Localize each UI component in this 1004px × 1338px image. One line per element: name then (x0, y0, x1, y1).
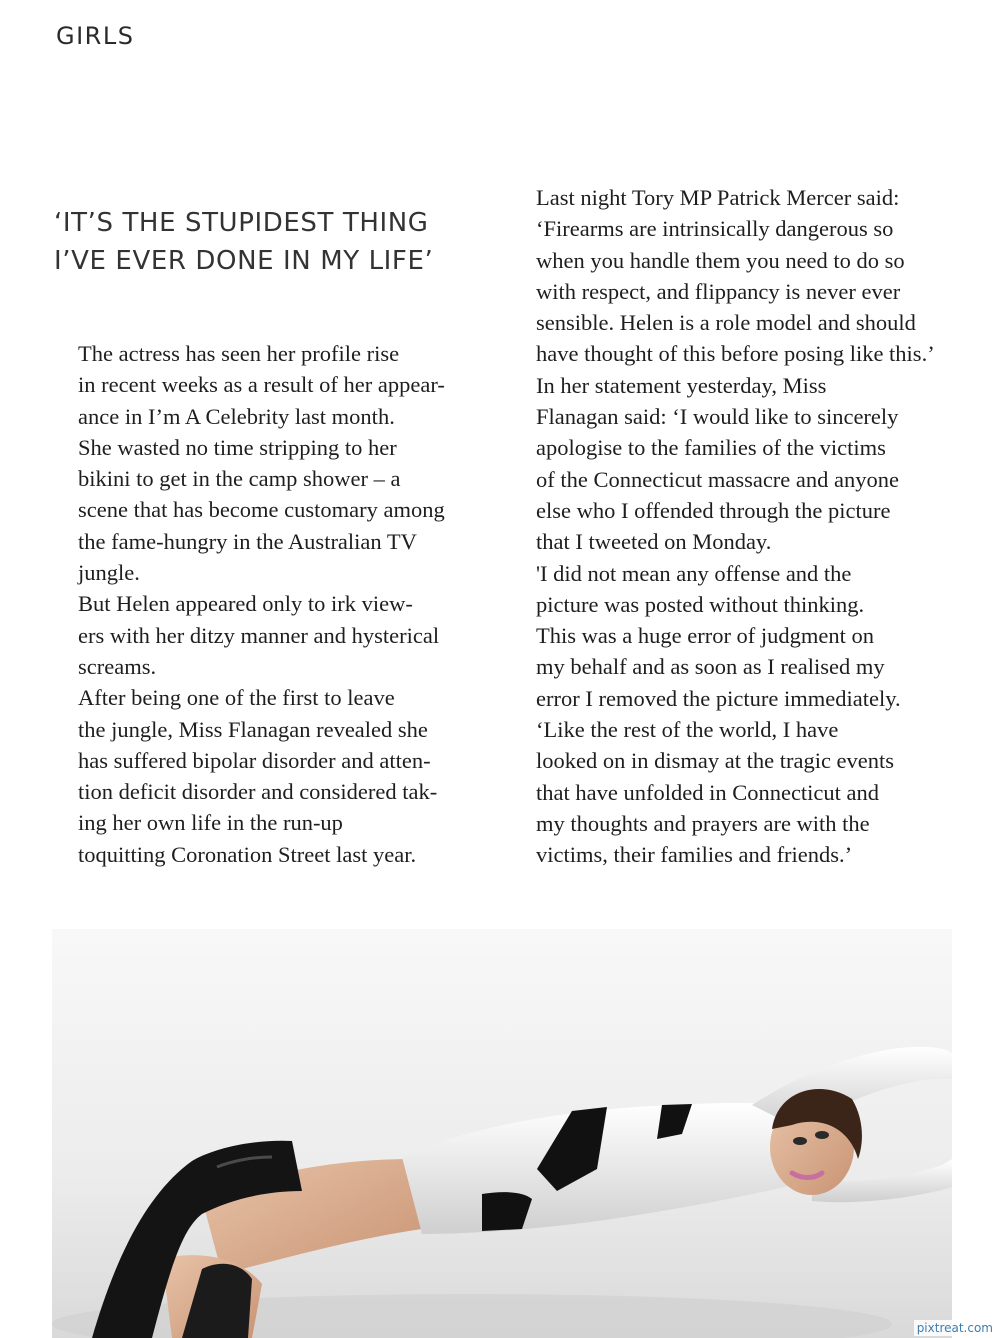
article-line: She wasted no time stripping to her (78, 434, 397, 460)
photo-model-lying (52, 929, 952, 1338)
article-line: with respect, and flippancy is never ever (536, 278, 901, 304)
article-line: looked on in dismay at the tragic events (536, 748, 895, 774)
article-paragraph (52, 432, 500, 588)
article-line: ‘Firearms are intrinsically dangerous so (536, 216, 894, 242)
article-line: After being one of the first to leave (78, 685, 395, 711)
article-line: my behalf and as soon as I realised my (536, 654, 885, 680)
article-paragraph (52, 338, 500, 432)
article-line: of the Connecticut massacre and anyone (536, 466, 899, 492)
article-paragraph (510, 714, 960, 870)
article-paragraph (52, 588, 500, 682)
article-line: tion deficit disorder and considered tak- (78, 779, 438, 805)
article-line: have thought of this before posing like this.’ (536, 341, 935, 367)
pull-quote (54, 204, 494, 280)
pull-quote-line: ‘IT’S THE STUPIDEST THING (54, 208, 429, 238)
article-paragraph (510, 182, 960, 370)
article-paragraph (510, 370, 960, 558)
article-line: toquitting Coronation Street last year. (78, 841, 417, 867)
article-line: sensible. Helen is a role model and should (536, 310, 916, 336)
article-column-left (52, 338, 500, 870)
article-line: ance in I’m A Celebrity last month. (78, 403, 395, 429)
article-line: But Helen appeared only to irk view- (78, 591, 413, 617)
article-line: that have unfolded in Connecticut and (536, 779, 880, 805)
article-line: in recent weeks as a result of her appear- (78, 372, 445, 398)
article-line: 'I did not mean any offense and the (536, 560, 852, 586)
article-line: else who I offended through the picture (536, 497, 891, 523)
pull-quote-line: I’VE EVER DONE IN MY LIFE’ (54, 246, 434, 276)
article-line: This was a huge error of judgment on (536, 623, 875, 649)
article-line: apologise to the families of the victims (536, 435, 886, 461)
article-paragraph (52, 682, 500, 838)
article-line: the fame-hungry in the Australian TV (78, 528, 417, 554)
article-line: Last night Tory MP Patrick Mercer said: (536, 185, 900, 210)
article-line: bikini to get in the camp shower – a (78, 466, 401, 492)
article-column-right (510, 182, 960, 871)
article-line: ers with her ditzy manner and hysterical (78, 622, 440, 648)
article-line: scene that has become customary among (78, 497, 445, 523)
article-line: ing her own life in the run-up (78, 810, 343, 836)
article-line: The actress has seen her profile rise (78, 341, 400, 366)
article-line: when you handle them you need to do so (536, 247, 905, 273)
article-line: jungle. (78, 560, 140, 586)
article-line: screams. (78, 653, 157, 679)
article-line: Flanagan said: ‘I would like to sincerely (536, 404, 899, 430)
article-line: ‘Like the rest of the world, I have (536, 717, 839, 743)
article-line: victims, their families and friends.’ (536, 842, 853, 868)
article-line: error I removed the picture immediately. (536, 685, 901, 711)
article-paragraph (52, 839, 500, 870)
article-line: the jungle, Miss Flanagan revealed she (78, 716, 428, 742)
section-label: GIRLS (56, 22, 135, 50)
watermark: pixtreat.com (914, 1320, 996, 1336)
article-line: has suffered bipolar disorder and atten- (78, 747, 431, 773)
article-paragraph (510, 558, 960, 714)
article-line: my thoughts and prayers are with the (536, 810, 870, 836)
article-line: that I tweeted on Monday. (536, 529, 772, 555)
article-line: In her statement yesterday, Miss (536, 372, 827, 398)
article-line: picture was posted without thinking. (536, 591, 865, 617)
